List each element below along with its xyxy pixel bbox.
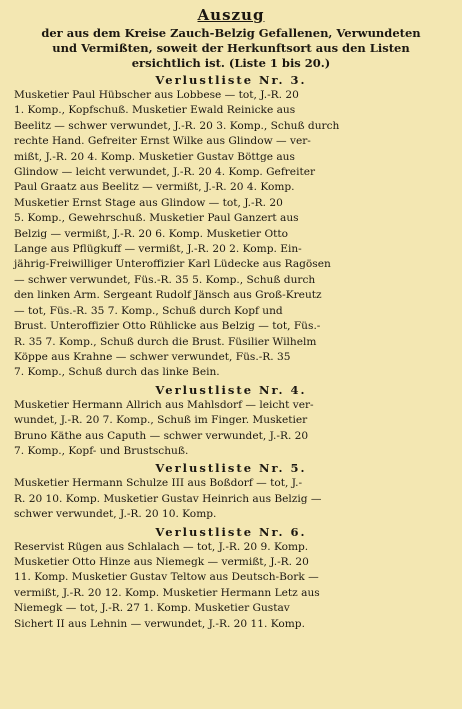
- casualty-lists: [14, 73, 448, 632]
- document-title: Auszug: [197, 6, 265, 24]
- text-line: Paul Graatz aus Beelitz — vermißt, J.-R. 20 4. Komp.: [14, 181, 295, 194]
- text-line: R. 20 10. Komp. Musketier Gustav Heinrich aus Belzig —: [14, 492, 322, 505]
- text-line: Musketier Paul Hübscher aus Lobbese — tot, J.-R. 20: [14, 89, 299, 101]
- text-line: rechte Hand. Gefreiter Ernst Wilke aus Glindow — ver-: [14, 135, 311, 148]
- text-line: R. 35 7. Komp., Schuß durch die Brust. Füsilier Wilhelm: [14, 335, 317, 348]
- text-line: Brust. Unteroffizier Otto Rühlicke aus Belzig — tot, Füs.-: [14, 320, 321, 333]
- text-line: mißt, J.-R. 20 4. Komp. Musketier Gustav Böttge aus: [14, 150, 295, 163]
- text-line: Glindow — leicht verwundet, J.-R. 20 4. Komp. Gefreiter: [14, 166, 316, 179]
- text-line: Musketier Hermann Allrich aus Mahlsdorf — leicht ver-: [14, 398, 314, 411]
- subtitle-line: und Vermißten, soweit der Herkunftsort aus den Listen: [52, 41, 410, 55]
- text-line: wundet, J.-R. 20 7. Komp., Schuß im Finger. Musketier: [14, 414, 308, 427]
- text-line: Niemegk — tot, J.-R. 27 1. Komp. Musketier Gustav: [14, 602, 290, 615]
- text-line: jährig-Freiwilliger Unteroffizier Karl Lüdecke aus Ragösen: [14, 258, 331, 271]
- text-line: Musketier Otto Hinze aus Niemegk — vermißt, J.-R. 20: [14, 555, 309, 568]
- text-line: Lange aus Pflügkuff — vermißt, J.-R. 20 2. Komp. Ein-: [14, 243, 302, 256]
- text-line: Bruno Käthe aus Caputh — schwer verwundet, J.-R. 20: [14, 429, 309, 442]
- text-line: 7. Komp., Kopf- und Brustschuß.: [14, 444, 189, 457]
- list-entries: [14, 540, 448, 632]
- text-line: — tot, Füs.-R. 35 7. Komp., Schuß durch Kopf und: [14, 304, 283, 317]
- text-line: Musketier Hermann Schulze III aus Boßdorf — tot, J.-: [14, 477, 303, 490]
- list-entries: [14, 88, 448, 381]
- document-subtitle: [14, 26, 448, 71]
- text-line: Sichert II aus Lehnin — verwundet, J.-R. 20 11. Komp.: [14, 617, 305, 630]
- text-line: Belzig — vermißt, J.-R. 20 6. Komp. Musketier Otto: [14, 227, 289, 240]
- list-entries: [14, 398, 448, 460]
- list-title: Verlustliste Nr. 3.: [155, 73, 307, 87]
- text-line: Köppe aus Krahne — schwer verwundet, Füs.-R. 35: [14, 350, 291, 363]
- list-entries: [14, 476, 448, 522]
- list-title: Verlustliste Nr. 5.: [155, 461, 307, 476]
- text-line: Beelitz — schwer verwundet, J.-R. 20 3. Komp., Schuß durch: [14, 119, 340, 132]
- list-title: Verlustliste Nr. 6.: [155, 524, 307, 539]
- subtitle-line: ersichtlich ist. (Liste 1 bis 20.): [131, 56, 331, 70]
- text-line: — schwer verwundet, Füs.-R. 35 5. Komp., Schuß durch: [14, 273, 316, 286]
- text-line: schwer verwundet, J.-R. 20 10. Komp.: [14, 508, 217, 521]
- subtitle-line: der aus dem Kreise Zauch-Belzig Gefallenen, Verwundeten: [41, 26, 421, 40]
- text-line: 5. Komp., Gewehrschuß. Musketier Paul Ganzert aus: [14, 212, 299, 225]
- text-line: 7. Komp., Schuß durch das linke Bein.: [14, 366, 220, 379]
- text-line: Reservist Rügen aus Schlalach — tot, J.-R. 20 9. Komp.: [14, 540, 309, 553]
- text-line: vermißt, J.-R. 20 12. Komp. Musketier Hermann Letz aus: [14, 586, 320, 599]
- text-line: 1. Komp., Kopfschuß. Musketier Ewald Reinicke aus: [14, 104, 296, 117]
- text-line: 11. Komp. Musketier Gustav Teltow aus Deutsch-Bork —: [14, 571, 319, 584]
- text-line: Musketier Ernst Stage aus Glindow — tot, J.-R. 20: [14, 196, 283, 209]
- list-title: Verlustliste Nr. 4.: [155, 382, 307, 397]
- text-line: den linken Arm. Sergeant Rudolf Jänsch aus Groß-Kreutz: [14, 289, 322, 302]
